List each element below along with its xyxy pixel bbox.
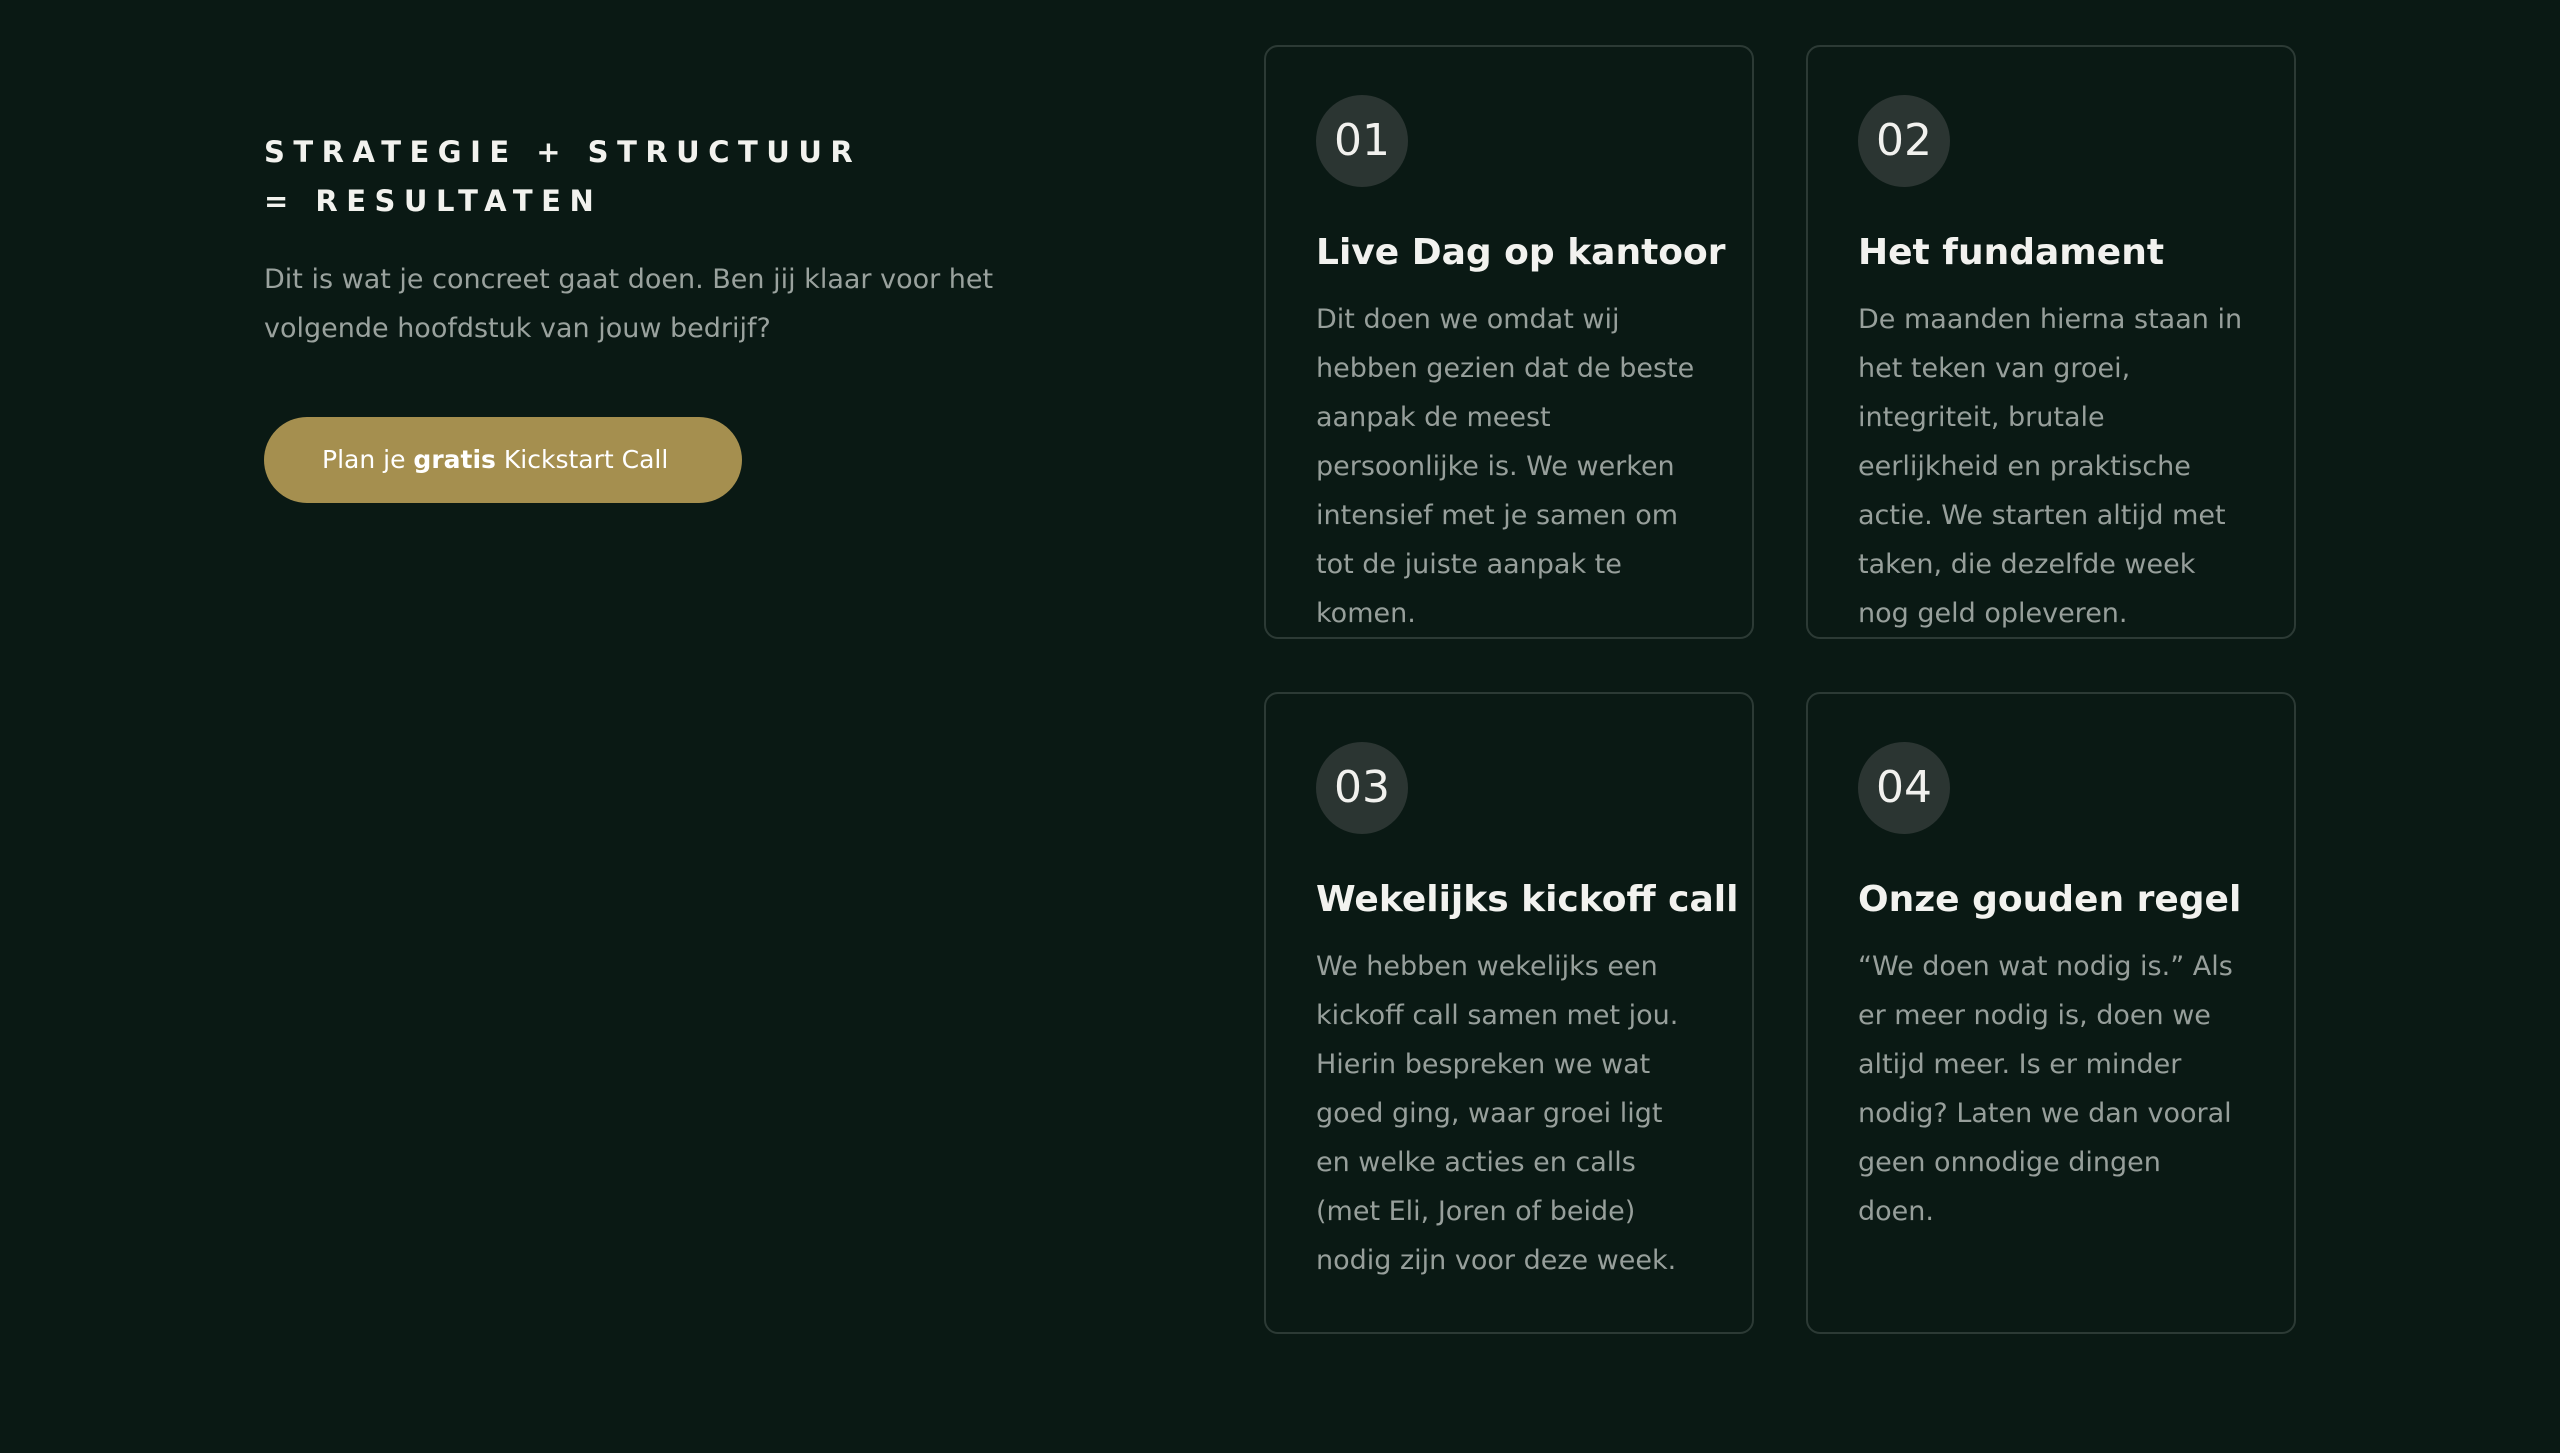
step-description: Dit doen we omdat wij hebben gezien dat de beste aanpak de meest persoonlijke is. We werken intensief met je samen om tot de juiste aanpak te komen.: [1316, 304, 1695, 629]
step-description: We hebben wekelijks een kickoff call samen met jou. Hierin bespreken we wat goed ging, waar groei ligt en welke acties en calls (met Eli, Joren of beide) nodig zijn voor deze week.: [1316, 951, 1679, 1276]
step-card-04: [1806, 692, 2296, 1334]
step-title: Live Dag op kantoor: [1316, 232, 1726, 273]
step-title: Onze gouden regel: [1858, 879, 2242, 920]
step-card-02: [1806, 45, 2296, 639]
intro-section: [264, 128, 1104, 503]
kickstart-call-button[interactable]: [264, 417, 742, 503]
step-title: Het fundament: [1858, 232, 2165, 273]
step-number-badge: 04: [1858, 742, 1950, 834]
step-number-badge: 03: [1316, 742, 1408, 834]
step-card-01: [1264, 45, 1754, 639]
section-description: Dit is wat je concreet gaat doen. Ben jij klaar voor het volgende hoofdstuk van jouw bedrijf?: [264, 264, 994, 344]
step-number-badge: 02: [1858, 95, 1950, 187]
section-eyebrow-title: STRATEGIE + STRUCTUUR = RESULTATEN: [264, 135, 862, 218]
cta-emphasis: gratis: [413, 445, 496, 474]
cta-prefix: Plan je: [322, 445, 406, 474]
step-description: “We doen wat nodig is.” Als er meer nodig is, doen we altijd meer. Is er minder nodig? Laten we dan vooral geen onnodige dingen doen.: [1858, 951, 2233, 1227]
step-number-badge: 01: [1316, 95, 1408, 187]
step-description: De maanden hierna staan in het teken van groei, integriteit, brutale eerlijkheid en praktische actie. We starten altijd met taken, die dezelfde week nog geld opleveren.: [1858, 304, 2243, 629]
step-card-03: [1264, 692, 1754, 1334]
step-title: Wekelijks kickoff call: [1316, 879, 1739, 920]
cta-suffix: Kickstart Call: [503, 445, 669, 474]
